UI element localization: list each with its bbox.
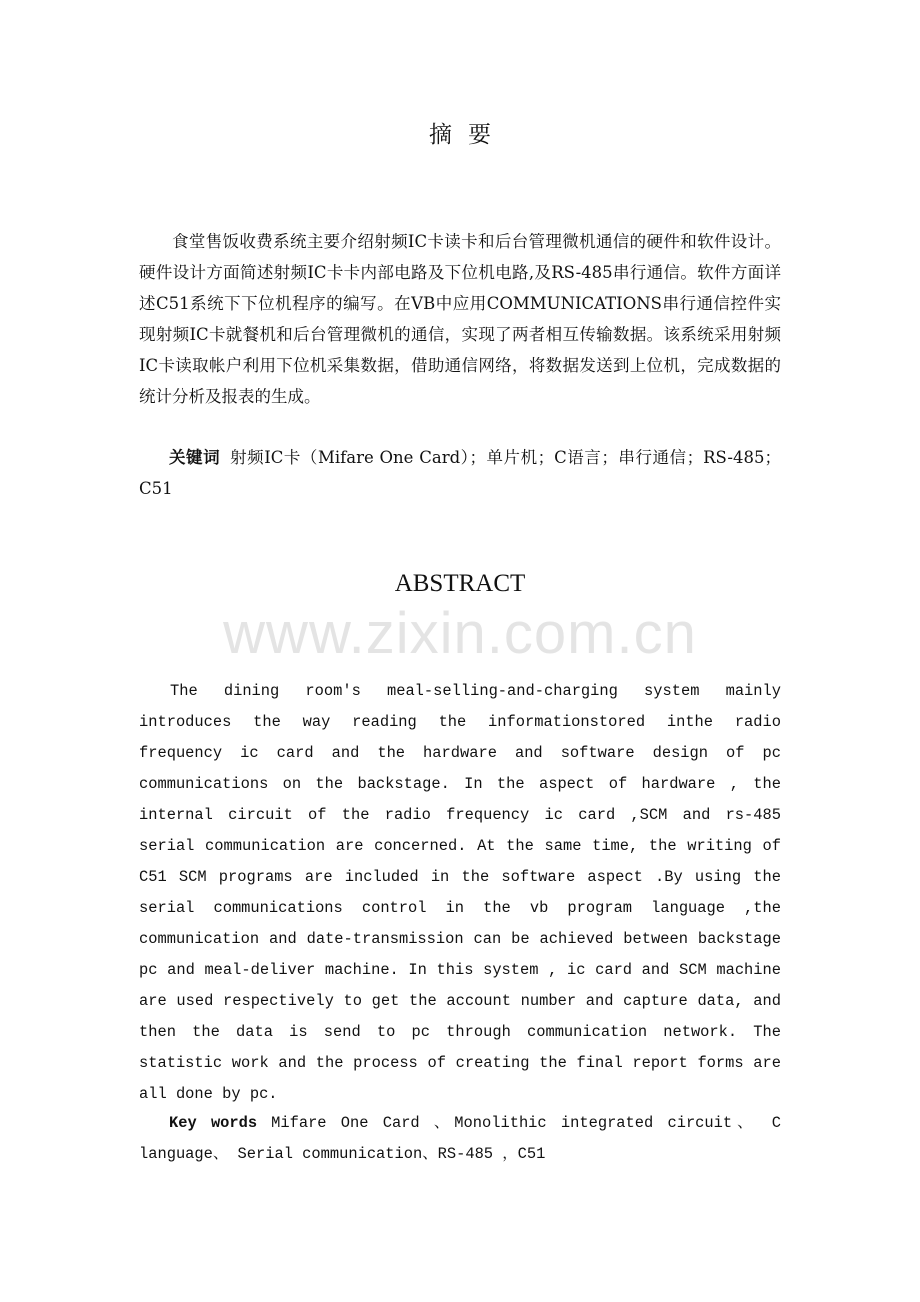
keywords-cn-text: 射频IC卡（Mifare One Card）；单片机；C语言；串行通信；RS-485； C51: [139, 448, 781, 498]
keywords-en: [139, 1108, 781, 1170]
keywords-cn: [139, 442, 781, 504]
abstract-cn-title: 摘要: [429, 122, 507, 148]
abstract-en-title: ABSTRACT: [394, 570, 526, 597]
abstract-en-paragraph: The dining room's meal-selling-and-charging system mainly introduces the way reading the informationstored inthe radio frequency ic card and the hardware and software design of pc communications on the backstage. In the aspect of hardware , the internal circuit of the radio frequency ic card ,SCM and rs-485 serial communication are concerned. At the same time, the writing of C51 SCM programs are included in the software aspect .By using the serial communications control in the vb program language ,the communication and date-transmission can be achieved between backstage pc and meal-deliver machine. In this system , ic card and SCM machine are used respectively to get the account number and capture data, and then the data is send to pc through communication network. The statistic work and the process of creating the final report forms are all done by pc.: [139, 682, 781, 1103]
keywords-en-text: Mifare One Card 、Monolithic integrated circuit、 C language、 Serial communication、RS-485 ，C51: [139, 1114, 781, 1163]
keywords-cn-label: 关键词: [169, 448, 221, 467]
abstract-cn-paragraph: 食堂售饭收费系统主要介绍射频IC卡读卡和后台管理微机通信的硬件和软件设计。硬件设计方面简述射频IC卡卡内部电路及下位机电路,及RS-485串行通信。软件方面详述C51系统下下位机程序的编写。在VB中应用COMMUNICATIONS串行通信控件实现射频IC卡就餐机和后台管理微机的通信，实现了两者相互传输数据。该系统采用射频IC卡读取帐户利用下位机采集数据，借助通信网络，将数据发送到上位机，完成数据的统计分析及报表的生成。: [139, 232, 781, 406]
watermark: www.zixin.com.cn: [223, 601, 697, 666]
keywords-en-label: Key words: [169, 1114, 258, 1132]
